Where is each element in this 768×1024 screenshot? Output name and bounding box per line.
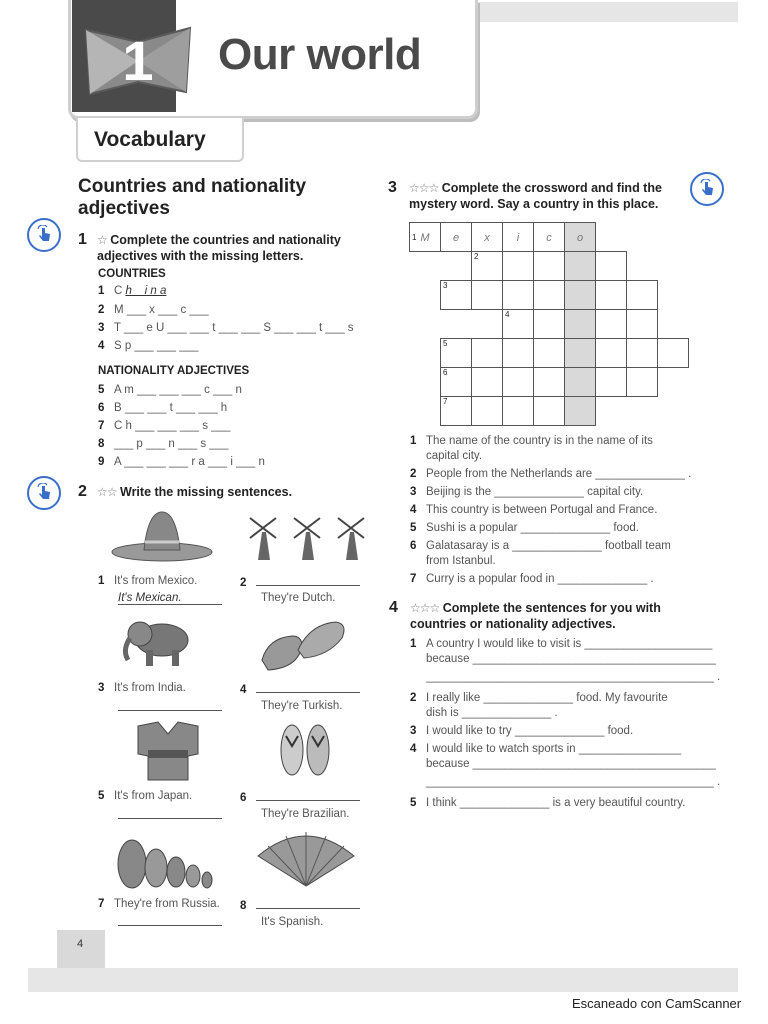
mystery-cell[interactable] xyxy=(564,396,596,426)
country-item-3: 3 T ___ e U ___ ___ t ___ ___ S ___ ___ t ___ s xyxy=(98,322,354,334)
flip-flops-icon xyxy=(276,722,334,778)
nationality-item-7: 7 C h ___ ___ ___ s ___ xyxy=(98,420,231,432)
clue-row: 2 People from the Netherlands are ______________ . xyxy=(410,468,692,480)
nationality-item-9: 9 A ___ ___ ___ r a ___ i ___ n xyxy=(98,456,265,468)
exercise-4-instruction: ☆☆☆ Complete the sentences for you with countries or nationality adjectives. xyxy=(410,601,661,631)
nationality-heading: NATIONALITY ADJECTIVES xyxy=(98,365,250,377)
crossword-cell[interactable] xyxy=(533,280,565,310)
crossword-cell[interactable] xyxy=(595,280,627,310)
mystery-cell[interactable]: o xyxy=(564,222,596,252)
crossword-cell[interactable] xyxy=(502,280,534,310)
page-footer-bar xyxy=(28,968,738,992)
crossword-cell[interactable]: 4 xyxy=(502,309,534,339)
ex2-item-2-number: 2 xyxy=(240,575,360,589)
clue-row: 7 Curry is a popular food in ______________ . xyxy=(410,573,654,585)
crossword-cell[interactable] xyxy=(533,338,565,368)
elephant-icon xyxy=(120,614,196,670)
ex4-line: 4 I would like to watch sports in ________________ xyxy=(410,743,682,755)
crossword-cell[interactable] xyxy=(595,367,627,397)
ex2-item-7: 7 They're from Russia. xyxy=(98,898,220,910)
sombrero-icon xyxy=(110,508,214,566)
ex2-item-4: They're Turkish. xyxy=(261,700,343,712)
country-item-2: 2 M ___ x ___ c ___ xyxy=(98,304,209,316)
ex4-line: because ______________________________________ xyxy=(426,653,716,665)
crossword-cell[interactable] xyxy=(626,338,658,368)
crossword-cell[interactable] xyxy=(533,309,565,339)
crossword-cell[interactable] xyxy=(657,338,689,368)
ex4-line: _____________________________________________ . xyxy=(426,776,721,788)
crossword-cell[interactable]: e xyxy=(440,222,472,252)
ex2-item-2: They're Dutch. xyxy=(261,592,336,604)
clue-row: 3 Beijing is the ______________ capital city. xyxy=(410,486,644,498)
ex2-item-4-number: 4 xyxy=(240,682,360,696)
clue-row: from Istanbul. xyxy=(426,555,496,567)
crossword-clues xyxy=(410,434,691,587)
clue-row: 4 This country is between Portugal and France. xyxy=(410,504,658,516)
exercise-2-number: 2 xyxy=(78,483,87,500)
page-number: 4 xyxy=(57,930,105,968)
windmills-icon xyxy=(242,512,370,564)
mystery-cell[interactable] xyxy=(564,367,596,397)
nationality-item-6: 6 B ___ ___ t ___ ___ h xyxy=(98,402,228,414)
countries-heading: COUNTRIES xyxy=(98,268,166,280)
mystery-cell[interactable] xyxy=(564,338,596,368)
touch-icon[interactable] xyxy=(27,218,61,252)
touch-icon[interactable] xyxy=(690,172,724,206)
mystery-cell[interactable] xyxy=(564,309,596,339)
ex2-item-8-number: 8 xyxy=(240,898,360,912)
crossword-cell[interactable]: 6 xyxy=(440,367,472,397)
crossword-cell[interactable]: x xyxy=(471,222,503,252)
exercise-4-number: 4 xyxy=(389,599,398,616)
crossword-cell[interactable] xyxy=(471,396,503,426)
exercise-3-number: 3 xyxy=(388,179,397,196)
exercise-1-number: 1 xyxy=(78,231,87,248)
ex2-answer-5[interactable] xyxy=(118,818,222,819)
crossword-cell[interactable] xyxy=(626,280,658,310)
crossword-cell[interactable] xyxy=(626,367,658,397)
ex4-line: because ______________________________________ xyxy=(426,758,716,770)
ex2-item-5: 5 It's from Japan. xyxy=(98,790,193,802)
crossword-cell[interactable] xyxy=(533,396,565,426)
ex2-item-8: It's Spanish. xyxy=(261,916,324,928)
ex2-answer-7[interactable] xyxy=(118,925,222,926)
exercise-1-instruction: ☆ Complete the countries and nationality adjectives with the missing letters. xyxy=(97,233,341,263)
crossword-cell[interactable]: 5 xyxy=(440,338,472,368)
section-title: Vocabulary xyxy=(94,128,206,151)
crossword-cell[interactable] xyxy=(595,338,627,368)
slippers-icon xyxy=(258,616,350,674)
nationality-item-5: 5 A m ___ ___ ___ c ___ n xyxy=(98,384,242,396)
crossword-cell[interactable] xyxy=(502,396,534,426)
crossword-cell[interactable] xyxy=(471,280,503,310)
ex4-line: dish is ______________ . xyxy=(426,707,558,719)
crossword-cell[interactable] xyxy=(502,251,534,281)
nationality-item-8: 8 ___ p ___ n ___ s ___ xyxy=(98,438,229,450)
touch-icon[interactable] xyxy=(27,476,61,510)
crossword-cell[interactable] xyxy=(471,367,503,397)
crossword-cell[interactable]: c xyxy=(533,222,565,252)
mystery-cell[interactable] xyxy=(564,280,596,310)
matryoshka-dolls-icon xyxy=(116,832,216,890)
top-bar xyxy=(470,2,738,22)
kimono-icon xyxy=(132,720,204,782)
ex2-item-6: They're Brazilian. xyxy=(261,808,350,820)
unit-number: 1 xyxy=(122,29,154,92)
ex4-line: 5 I think ______________ is a very beautiful country. xyxy=(410,797,686,809)
crossword-cell[interactable] xyxy=(595,309,627,339)
crossword-cell[interactable]: 1 M xyxy=(409,222,441,252)
country-item-4: 4 S p ___ ___ ___ xyxy=(98,340,199,352)
fan-icon xyxy=(256,830,356,890)
clue-row: 6 Galatasaray is a ______________ football team xyxy=(410,540,671,552)
exercise-2-instruction: ☆☆ Write the missing sentences. xyxy=(97,485,293,499)
ex2-item-6-number: 6 xyxy=(240,790,360,804)
country-item-1: 1 C h _ i n a xyxy=(98,285,167,297)
scanner-watermark: Escaneado con CamScanner xyxy=(572,996,742,1011)
crossword-cell[interactable]: i xyxy=(502,222,534,252)
ex4-line: 1 A country I would like to visit is ____________________ xyxy=(410,638,713,650)
clue-row: capital city. xyxy=(426,450,483,462)
crossword-cell[interactable] xyxy=(595,251,627,281)
crossword-cell[interactable]: 7 xyxy=(440,396,472,426)
crossword-cell[interactable] xyxy=(626,309,658,339)
ex4-line: 3 I would like to try ______________ food. xyxy=(410,725,634,737)
mystery-cell[interactable] xyxy=(564,251,596,281)
topic-title: Countries and nationality adjectives xyxy=(78,176,307,219)
crossword-cell[interactable] xyxy=(502,367,534,397)
ex4-line: 2 I really like ______________ food. My favourite xyxy=(410,692,668,704)
exercise-3-instruction: ☆☆☆ Complete the crossword and find the mystery word. Say a country in this place. xyxy=(409,181,662,211)
ex2-answer-3[interactable] xyxy=(118,710,222,711)
crossword-cell[interactable]: 2 xyxy=(471,251,503,281)
unit-badge-icon xyxy=(82,24,194,98)
crossword-cell[interactable] xyxy=(533,251,565,281)
crossword-cell[interactable]: 3 xyxy=(440,280,472,310)
crossword-cell[interactable] xyxy=(471,338,503,368)
ex2-item-1: 1 It's from Mexico. xyxy=(98,575,198,587)
crossword-cell[interactable] xyxy=(533,367,565,397)
ex2-item-3: 3 It's from India. xyxy=(98,682,186,694)
unit-title: Our world xyxy=(218,30,422,79)
exercise-4-lines xyxy=(410,637,720,811)
clue-row: 5 Sushi is a popular ______________ food. xyxy=(410,522,639,534)
ex2-answer-1[interactable]: It's Mexican. xyxy=(118,592,222,605)
ex4-line: _____________________________________________ . xyxy=(426,671,721,683)
crossword-cell[interactable] xyxy=(502,338,534,368)
clue-row: 1 The name of the country is in the name of its xyxy=(410,435,653,447)
